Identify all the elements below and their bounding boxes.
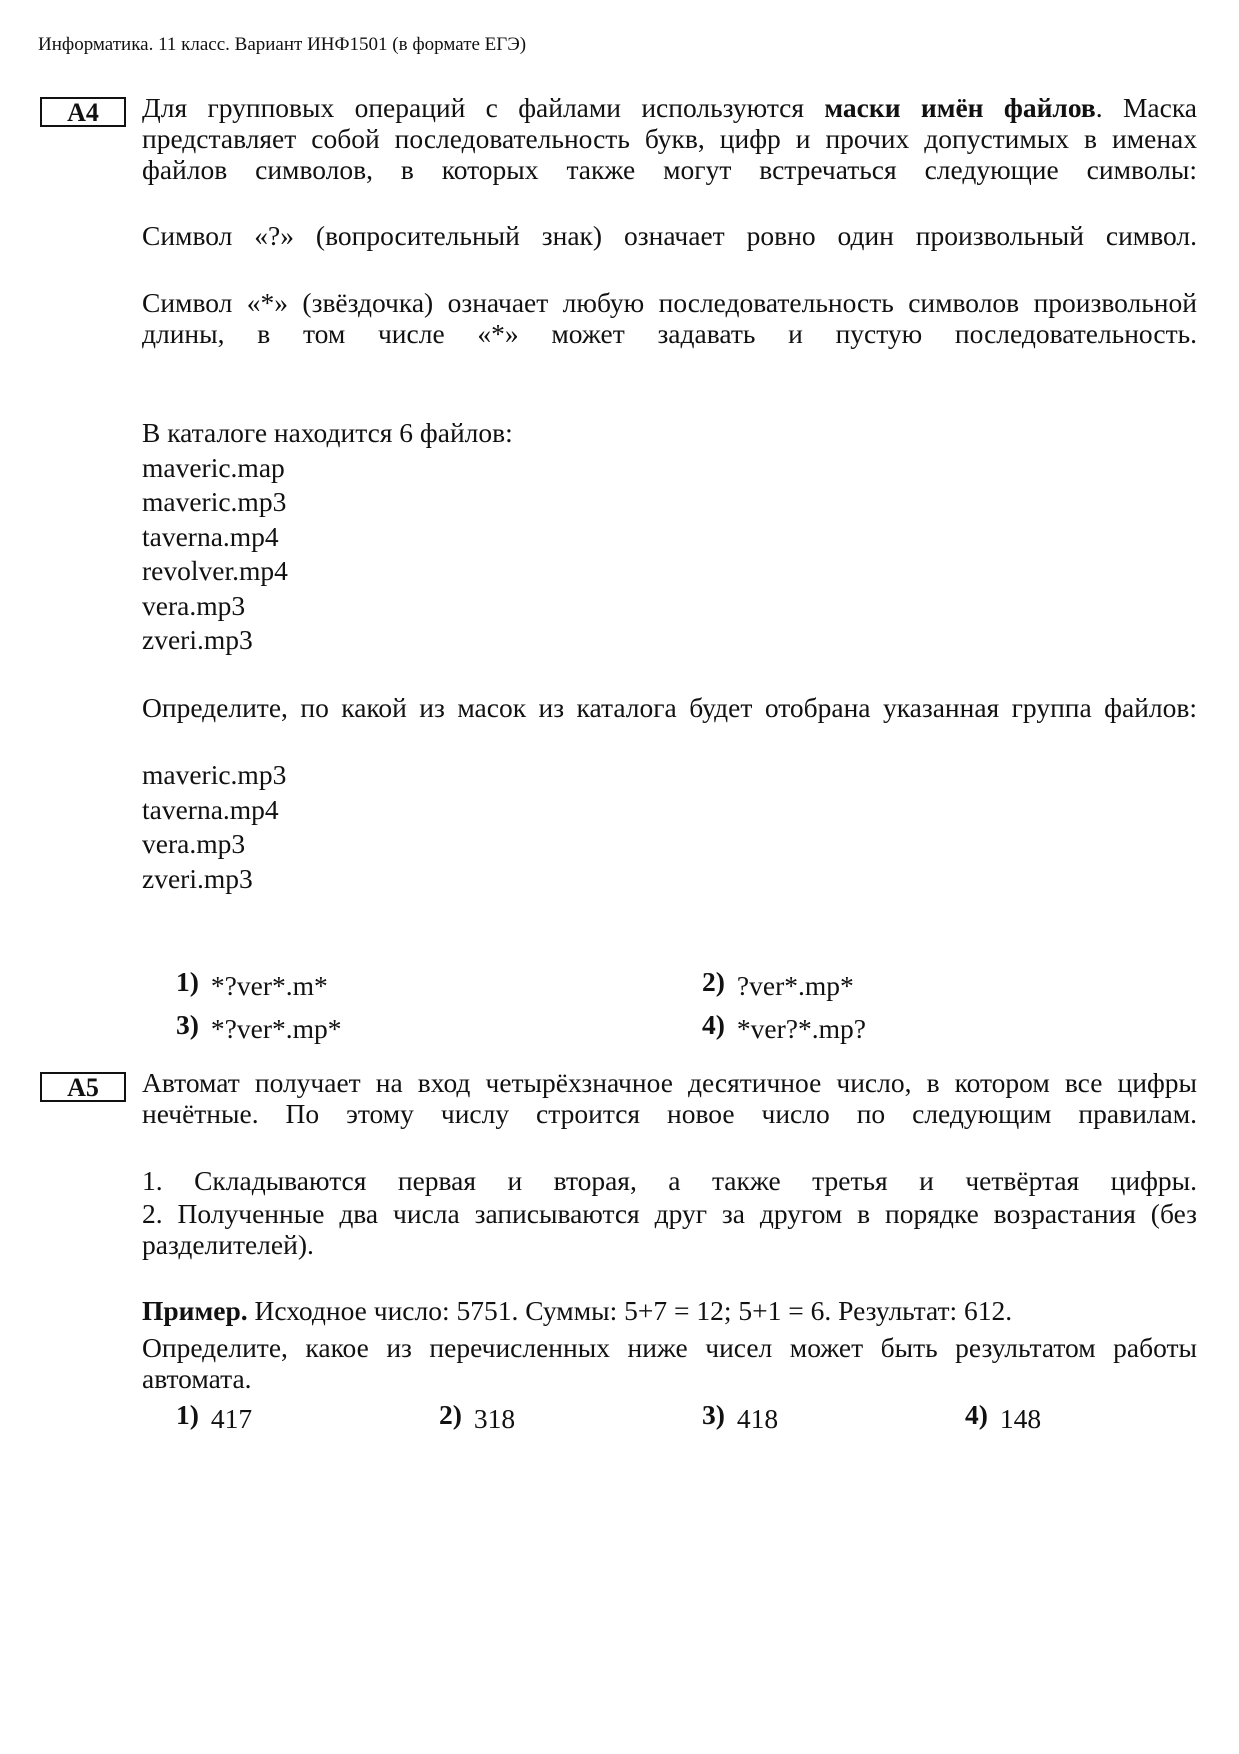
a4-rule-question-mark: Символ «?» (вопросительный знак) означает ровно один произвольный символ. (142, 220, 1197, 251)
catalog-file: maveric.map (142, 451, 285, 483)
option-text: *ver?*.mp? (736, 1013, 866, 1044)
a4-intro (142, 92, 1197, 185)
option-number: 3) (702, 1399, 725, 1430)
a4-selected-files (142, 758, 1197, 896)
selected-file: maveric.mp3 (142, 759, 287, 790)
selected-file: vera.mp3 (142, 828, 246, 859)
option-text: *?ver*.mp* (210, 1013, 342, 1044)
option-text: 417 (210, 1403, 253, 1434)
a5-option-1[interactable] (176, 1399, 253, 1435)
a5-example (142, 1295, 1197, 1326)
option-text: 418 (736, 1403, 779, 1434)
a5-rule-1: 1. Складываются первая и вторая, а также третья и четвёртая цифры. (142, 1165, 1197, 1196)
question-label-a5: A5 (40, 1072, 126, 1102)
a4-option-3[interactable] (176, 1009, 342, 1045)
a5-task: Определите, какое из перечисленных ниже чисел может быть результатом работы автомата. (142, 1332, 1197, 1394)
a4-rule-star: Символ «*» (звёздочка) означает любую последовательность символов произвольной длины, в том числе «*» может задавать и пустую последовательность. (142, 287, 1197, 349)
option-number: 4) (965, 1399, 988, 1430)
a4-intro-part2: . Маска представляет собой последовательность букв, цифр и прочих допустимых в именах файлов символов, в которых также могут встречаться следующие символы: (142, 92, 1197, 185)
page-header: Информатика. 11 класс. Вариант ИНФ1501 (в формате ЕГЭ) (38, 34, 527, 55)
a5-rule-2: 2. Полученные два числа записываются друг за другом в порядке возрастания (без разделителей). (142, 1198, 1197, 1260)
a5-option-3[interactable] (702, 1399, 779, 1435)
a5-example-label: Пример. (142, 1295, 248, 1326)
a4-option-1[interactable] (176, 966, 328, 1002)
option-number: 1) (176, 1399, 199, 1430)
option-number: 2) (702, 966, 725, 997)
option-number: 3) (176, 1009, 199, 1040)
a5-option-2[interactable] (439, 1399, 516, 1435)
option-number: 1) (176, 966, 199, 997)
option-number: 2) (439, 1399, 462, 1430)
a4-catalog-title: В каталоге находится 6 файлов: (142, 417, 513, 448)
selected-file: taverna.mp4 (142, 793, 279, 825)
option-text: 148 (999, 1403, 1042, 1434)
catalog-file: taverna.mp4 (142, 520, 279, 552)
a4-intro-bold: маски имён файлов (824, 92, 1096, 123)
catalog-file: maveric.mp3 (142, 486, 287, 517)
catalog-file: zveri.mp3 (142, 624, 253, 655)
a5-option-4[interactable] (965, 1399, 1042, 1435)
selected-file: zveri.mp3 (142, 862, 253, 894)
catalog-file: revolver.mp4 (142, 555, 288, 586)
question-label-a4: A4 (40, 97, 126, 127)
catalog-file: vera.mp3 (142, 589, 246, 621)
a5-intro: Автомат получает на вход четырёхзначное десятичное число, в котором все цифры нечётные. По этому числу строится новое число по следующим правилам. (142, 1067, 1197, 1129)
a4-catalog (142, 416, 1197, 658)
a4-option-4[interactable] (702, 1009, 866, 1045)
a4-option-2[interactable] (702, 966, 854, 1002)
option-text: 318 (473, 1403, 516, 1434)
a4-task: Определите, по какой из масок из каталога будет отобрана указанная группа файлов: (142, 692, 1197, 723)
a5-example-text: Исходное число: 5751. Суммы: 5+7 = 12; 5+1 = 6. Результат: 612. (247, 1295, 1013, 1326)
option-text: *?ver*.m* (210, 970, 328, 1001)
option-number: 4) (702, 1009, 725, 1040)
a4-intro-part1: Для групповых операций с файлами используются (142, 92, 825, 123)
option-text: ?ver*.mp* (736, 970, 854, 1001)
